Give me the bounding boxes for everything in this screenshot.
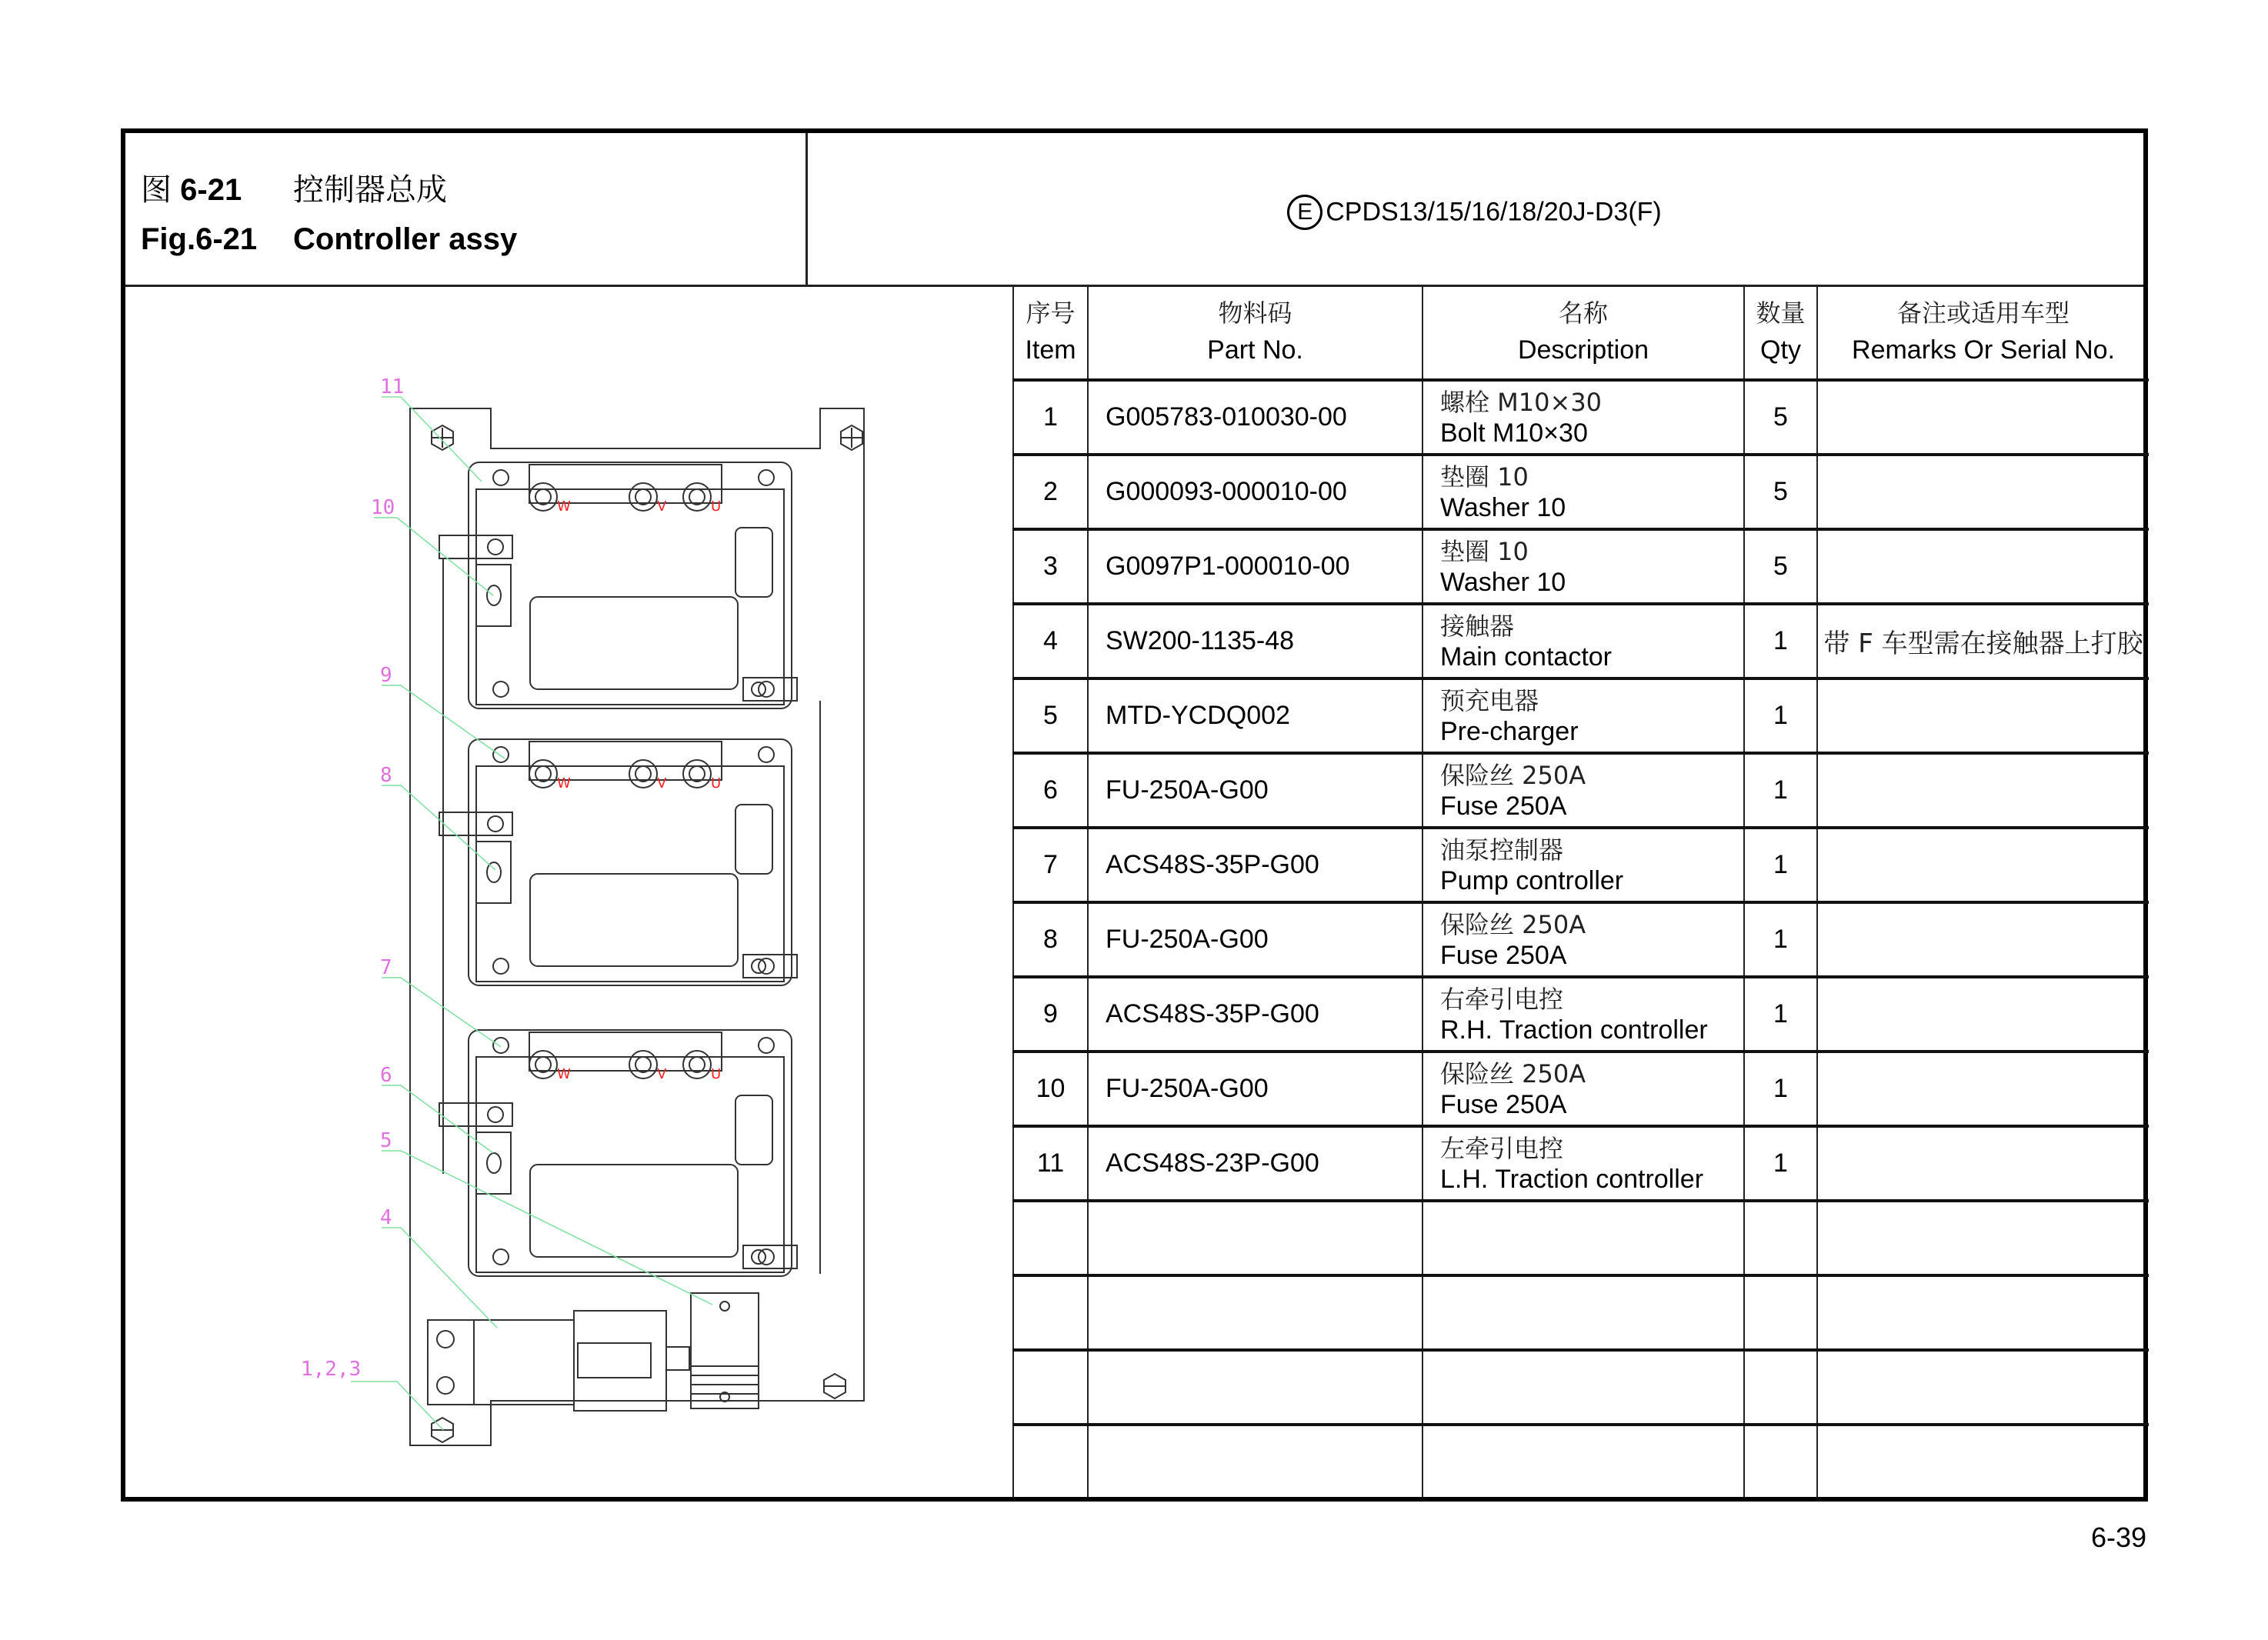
- figure-title: [141, 165, 517, 264]
- header-remarks: 备注或适用车型 Remarks Or Serial No.: [1817, 285, 2149, 380]
- callout-1-2-3: 1,2,3: [301, 1358, 362, 1381]
- table-row: 1 G005783-010030-00 螺栓 M10×30 Bolt M10×30 5: [1013, 380, 2149, 455]
- table-row: 9 ACS48S-35P-G00 右牵引电控 R.H. Traction controller 1: [1013, 977, 2149, 1052]
- svg-text:W: W: [557, 775, 571, 792]
- table-row-empty: [1013, 1275, 2149, 1350]
- svg-text:V: V: [657, 498, 667, 515]
- table-row: 8 FU-250A-G00 保险丝 250A Fuse 250A 1: [1013, 902, 2149, 977]
- controller-11: [439, 462, 797, 708]
- svg-text:W: W: [557, 498, 571, 515]
- table-row: 5 MTD-YCDQ002 预充电器 Pre-charger 1: [1013, 678, 2149, 753]
- controller-units: [439, 462, 820, 1276]
- table-row: 2 G000093-000010-00 垫圈 10 Washer 10 5: [1013, 455, 2149, 529]
- page-number: 6-39: [2090, 1522, 2146, 1553]
- callout-7: 7: [380, 956, 392, 979]
- parts-table: [1012, 285, 2149, 1498]
- table-row: 7 ACS48S-35P-G00 油泵控制器 Pump controller 1: [1013, 828, 2149, 902]
- model-code: CPDS13/15/16/18/20J-D3(F): [1326, 197, 1662, 227]
- callout-5: 5: [380, 1129, 392, 1152]
- table-row-empty: [1013, 1201, 2149, 1275]
- header-part-no: 物料码 Part No.: [1088, 285, 1423, 380]
- callout-11: 11: [380, 375, 405, 398]
- callout-4: 4: [380, 1206, 392, 1229]
- leader-lines: [351, 397, 712, 1430]
- callout-9: 9: [380, 664, 392, 687]
- contactor-assembly: [428, 1293, 759, 1411]
- circled-e-badge: E: [1287, 195, 1322, 230]
- assembly-diagram: [282, 366, 882, 1458]
- table-row: 11 ACS48S-23P-G00 左牵引电控 L.H. Traction controller 1: [1013, 1126, 2149, 1201]
- model-applicability: [805, 195, 2143, 230]
- controller-9: [439, 739, 797, 985]
- header-description: 名称 Description: [1423, 285, 1744, 380]
- header-qty: 数量 Qty: [1744, 285, 1817, 380]
- svg-text:V: V: [657, 1066, 667, 1082]
- table-row: 6 FU-250A-G00 保险丝 250A Fuse 250A 1: [1013, 753, 2149, 828]
- table-row: 4 SW200-1135-48 接触器 Main contactor 1 带 F 车型需在接触器上打胶: [1013, 604, 2149, 678]
- callout-6: 6: [380, 1064, 392, 1087]
- header-item: 序号 Item: [1013, 285, 1088, 380]
- table-row-empty: [1013, 1350, 2149, 1425]
- callout-numbers: [301, 375, 404, 1381]
- svg-text:U: U: [711, 498, 722, 515]
- callout-8: 8: [380, 764, 392, 787]
- table-row: 10 FU-250A-G00 保险丝 250A Fuse 250A 1: [1013, 1052, 2149, 1126]
- table-row-empty: [1013, 1425, 2149, 1498]
- callout-10: 10: [371, 496, 395, 519]
- svg-text:V: V: [657, 775, 667, 792]
- figure-title-cn: 图 6-21 控制器总成: [141, 172, 447, 208]
- svg-text:U: U: [711, 1066, 722, 1082]
- terminal-labels: [557, 498, 721, 1082]
- plate-bolt-icon: [432, 425, 862, 1442]
- svg-text:U: U: [711, 775, 722, 792]
- svg-text:W: W: [557, 1066, 571, 1082]
- table-header-row: [1013, 285, 2149, 380]
- controller-assembly-drawing: [282, 366, 882, 1458]
- figure-title-en: Fig.6-21 Controller assy: [141, 222, 518, 256]
- table-row: 3 G0097P1-000010-00 垫圈 10 Washer 10 5: [1013, 529, 2149, 604]
